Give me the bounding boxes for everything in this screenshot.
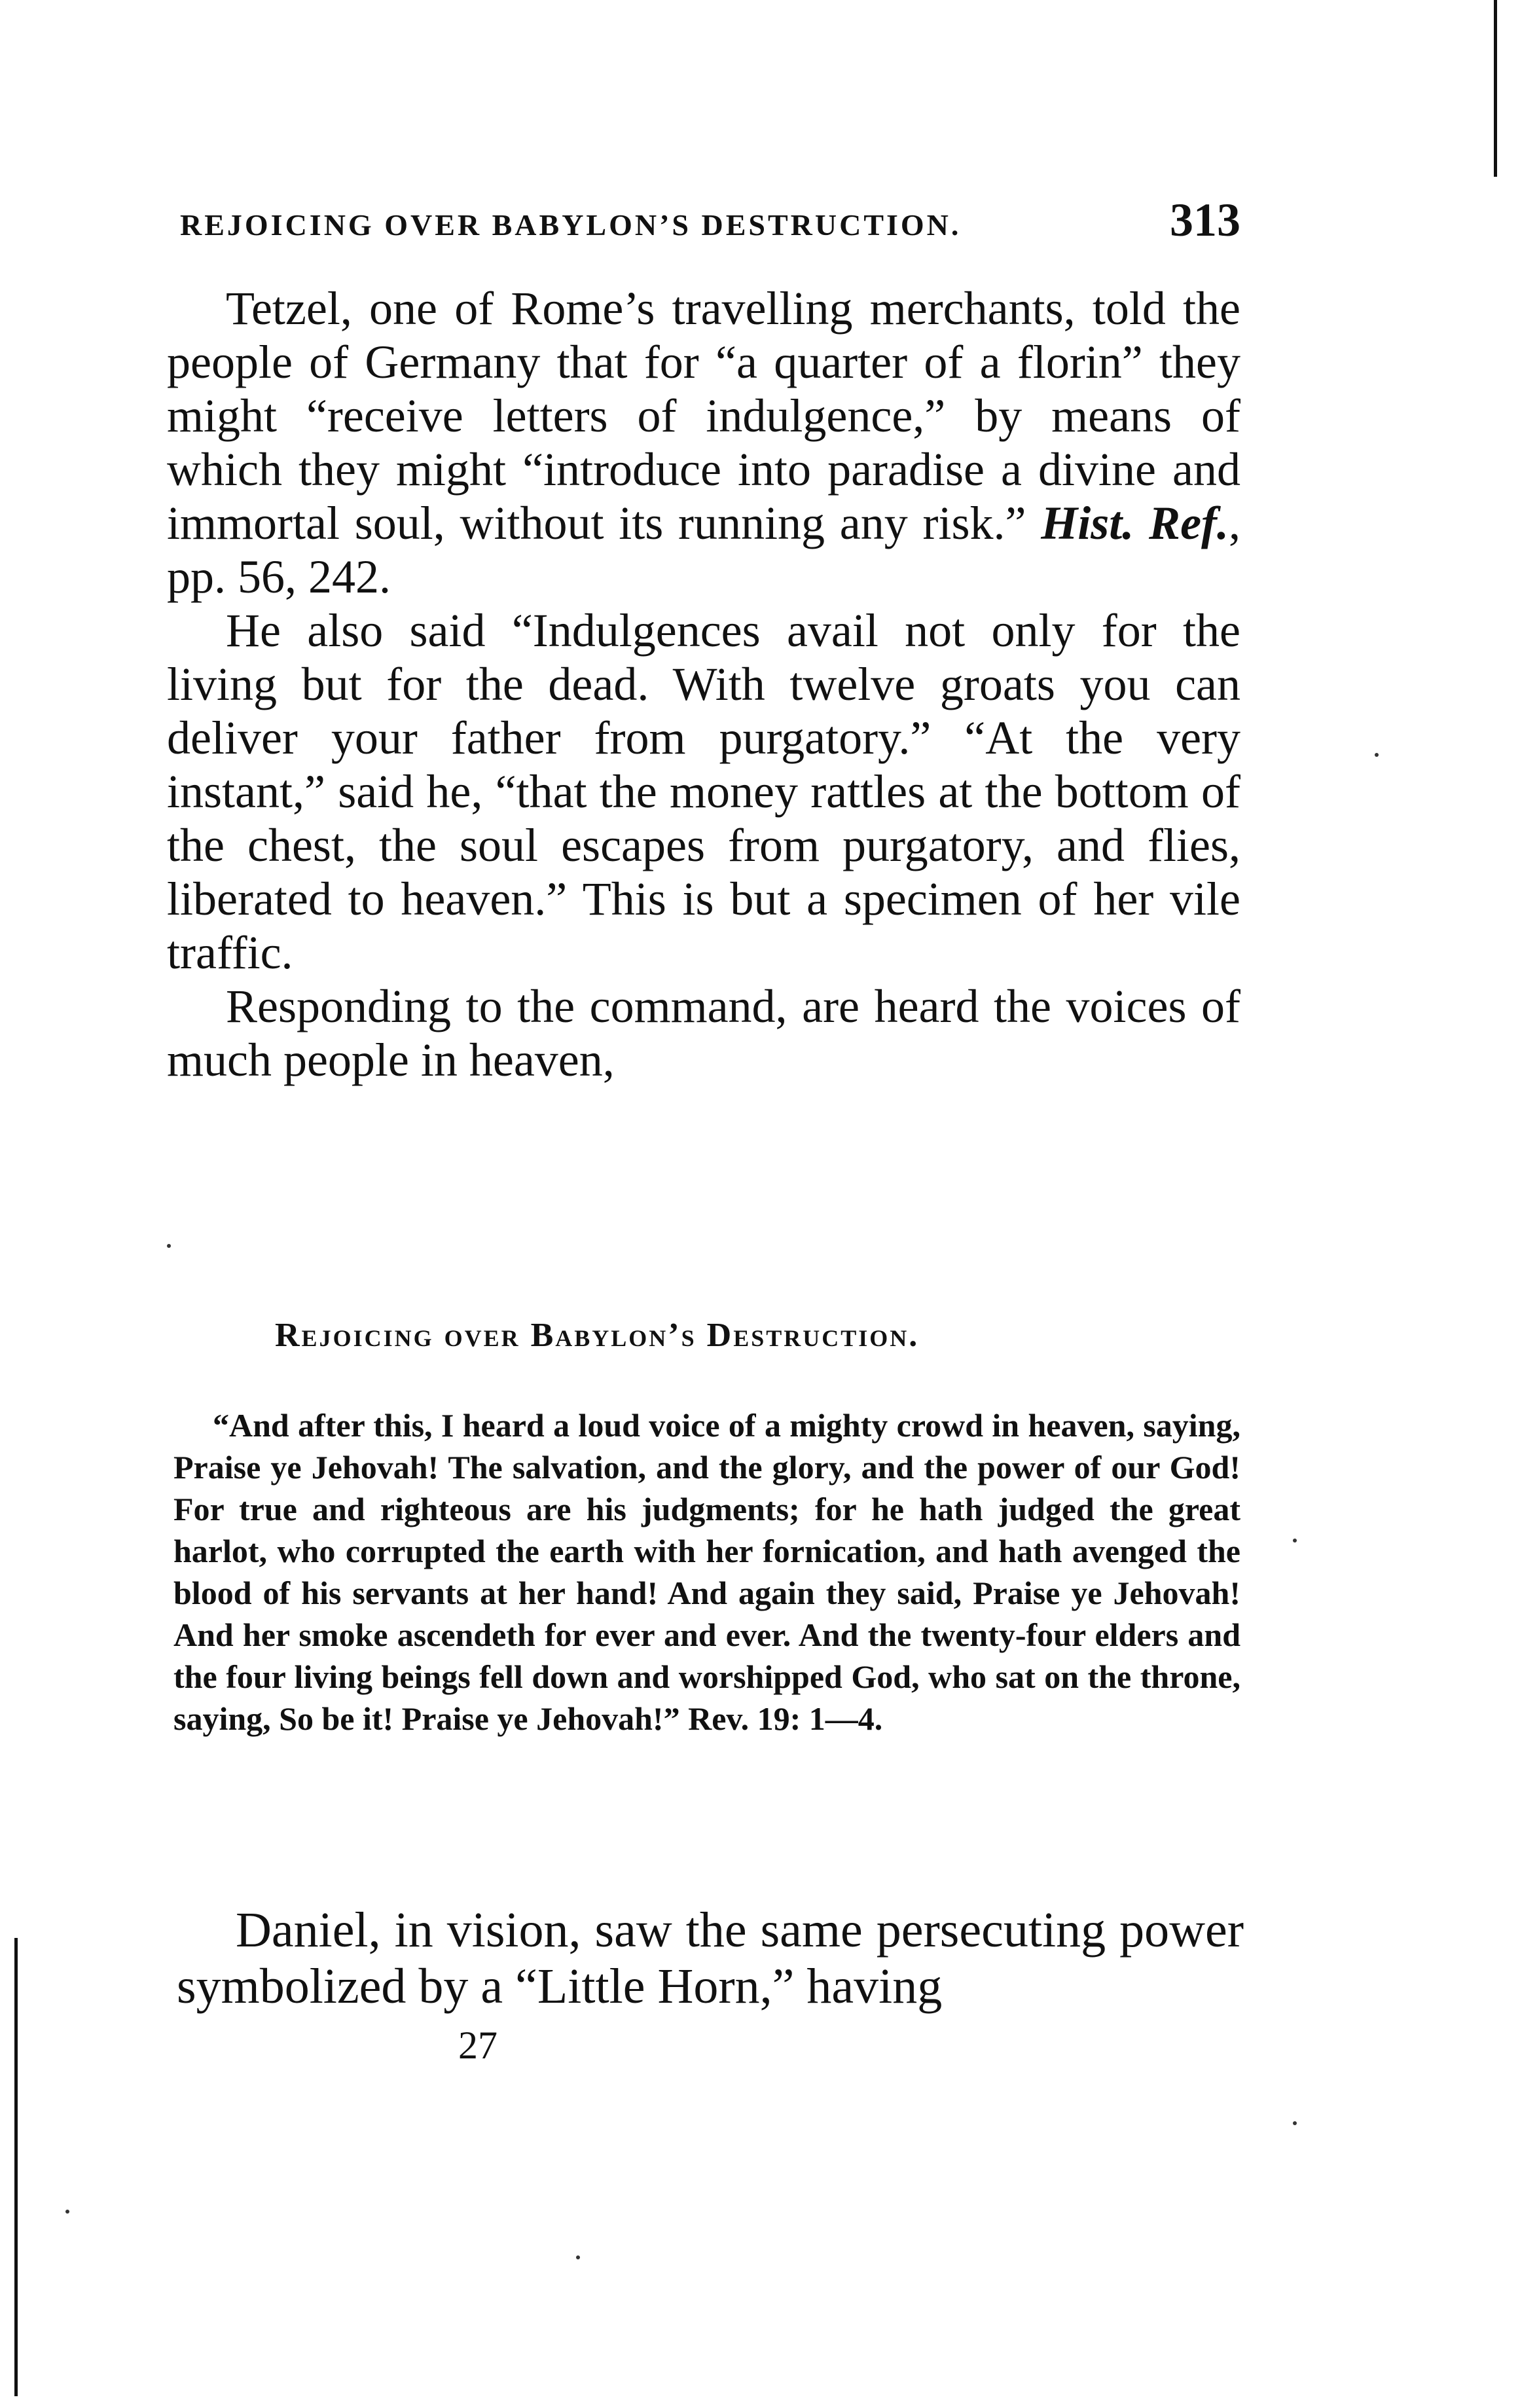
scan-speck (1293, 2121, 1297, 2125)
paragraph-2: He also said “Indulgences avail not only for the living but for the dead. With twelve groats you can deliver your father from purgatory.” “At the very instant,” said he, “that the money rattles at the bottom of the chest, the soul escapes from purgatory, and flies, liberated to heaven.” This is but a specimen of her vile traffic. (167, 604, 1240, 979)
running-head (180, 193, 1240, 252)
paragraph-3: Responding to the command, are heard the voices of much people in heaven, (167, 980, 1240, 1086)
paragraph-1 (167, 282, 1240, 604)
signature-mark: 27 (458, 2024, 498, 2067)
paragraph-1-pages: , pp. 56, 242. (167, 497, 1240, 603)
scan-speck (1293, 1539, 1297, 1542)
running-title: REJOICING OVER BABYLON’S DESTRUCTION. (180, 208, 962, 242)
section-heading: Rejoicing over Babylon’s Destruction. (275, 1317, 920, 1354)
scan-edge-left (14, 1938, 18, 2396)
scan-speck (65, 2210, 69, 2214)
closing-paragraph (177, 1902, 1244, 2015)
paragraph-1-text: Tetzel, one of Rome’s travelling merchants, told the people of Germany that for “a quarter of a florin” they might “receive letters of indulgence,” by means of which they might “introduce into paradise a divine and immortal soul, without its running any risk.” (167, 282, 1240, 549)
scripture-quote-text: “And after this, I heard a loud voice of a mighty crowd in heaven, saying, Praise ye Jehovah! The salvation, and the glory, and the power of our God! For true and righteous are his judgments; for he hath judged the great harlot, who corrupted the earth with her fornication, and hath avenged the blood of his servants at her hand! And again they said, Praise ye Jehovah! And her smoke ascendeth for ever and ever. And the twenty-four elders and the four living beings fell down and worshipped God, who sat on the throne, saying, So be it! Praise ye Jehovah!” Rev. 19: 1—4. (173, 1407, 1240, 1737)
scan-speck (1375, 753, 1379, 757)
body-text (167, 282, 1240, 1087)
closing-paragraph-text: Daniel, in vision, saw the same persecuting power symbolized by a “Little Horn,” having (177, 1903, 1244, 2014)
reference-citation: Hist. Ref. (1041, 497, 1229, 549)
scan-speck (167, 1244, 171, 1248)
scripture-quote (173, 1404, 1240, 1740)
page-number: 313 (1170, 194, 1240, 246)
scan-edge-right (1494, 0, 1497, 177)
scan-speck (576, 2255, 580, 2259)
